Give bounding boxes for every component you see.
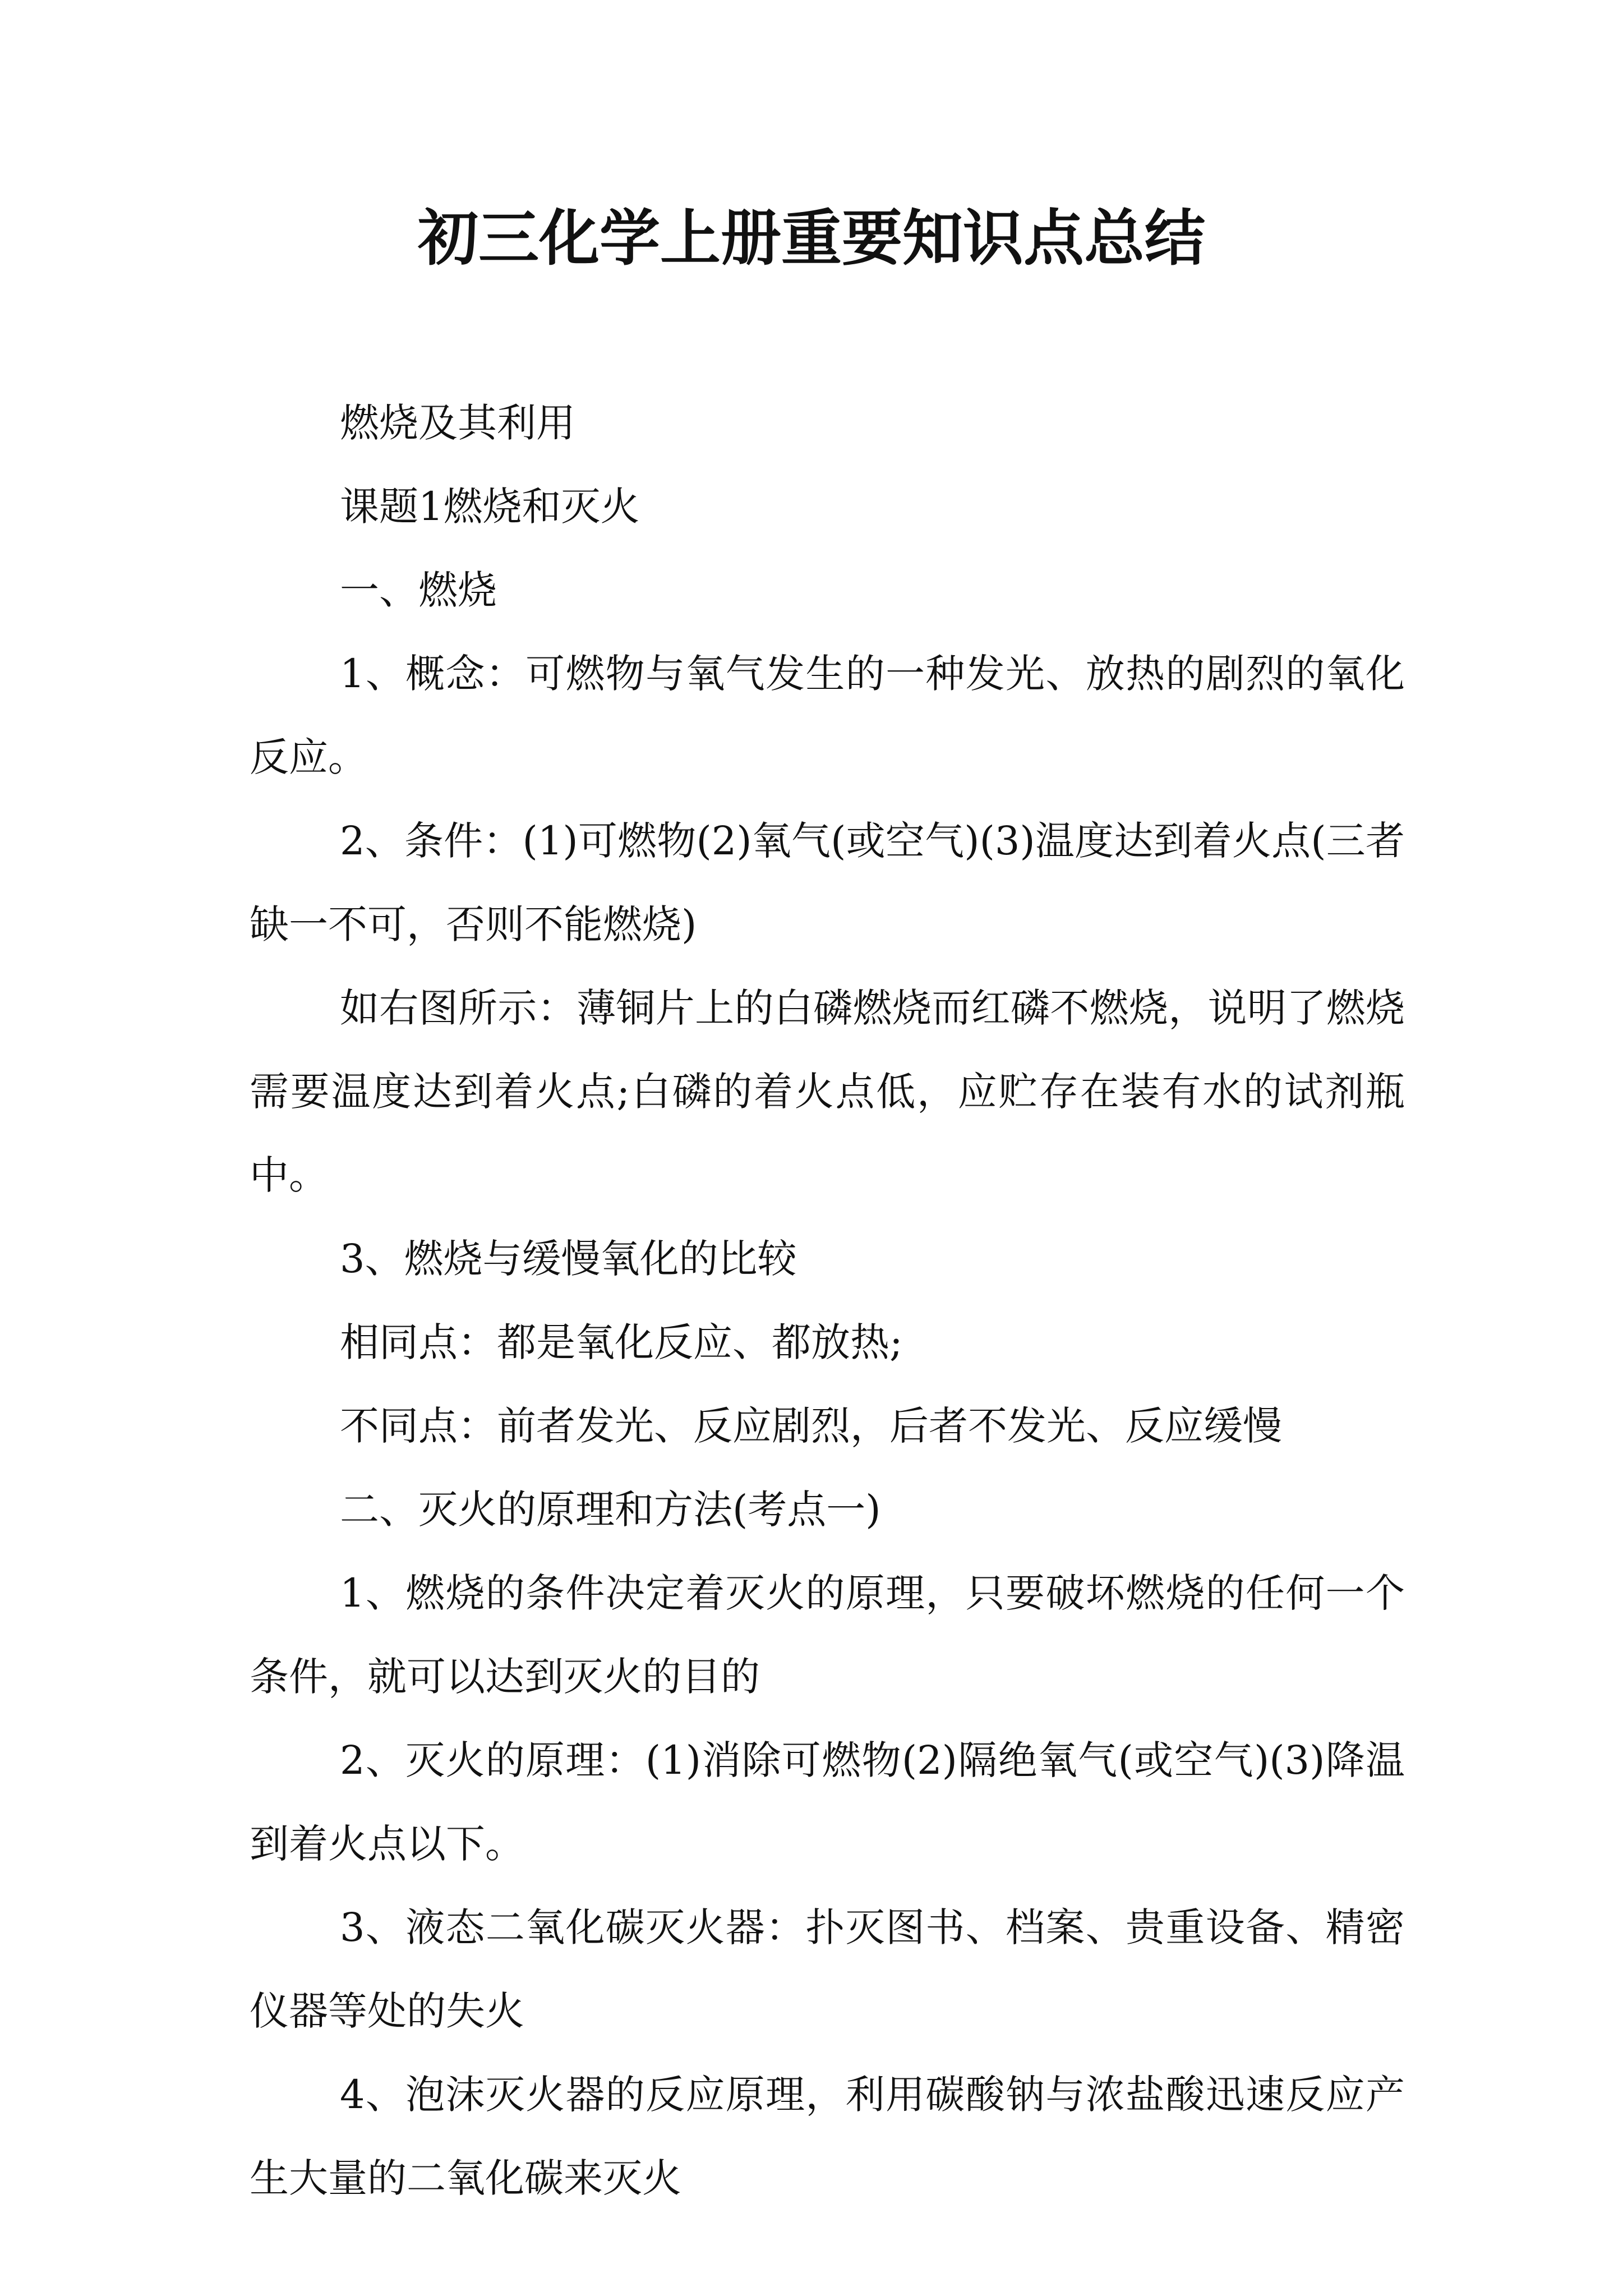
section-heading: 燃烧及其利用 [340,400,575,446]
paragraph: 3、燃烧与缓慢氧化的比较 [340,1236,797,1282]
paragraph: 3、液态二氧化碳灭火器：扑灭图书、档案、贵重设备、精密仪器等处的失火 [250,1904,1405,2034]
lesson-heading: 课题1燃烧和灭火 [340,484,640,530]
paragraph: 2、灭火的原理：(1)消除可燃物(2)隔绝氧气(或空气)(3)降温到着火点以下。 [250,1737,1405,1867]
paragraph: 4、泡沫灭火器的反应原理，利用碳酸钠与浓盐酸迅速反应产生大量的二氧化碳来灭火 [250,2072,1405,2201]
paragraph: 1、燃烧的条件决定着灭火的原理，只要破坏燃烧的任何一个条件，就可以达到灭火的目的 [250,1570,1405,1700]
paragraph: 2、条件：(1)可燃物(2)氧气(或空气)(3)温度达到着火点(三者缺一不可，否则不能燃烧) [250,818,1405,947]
document-title: 初三化学上册重要知识点总结 [417,203,1205,274]
paragraph: 不同点：前者发光、反应剧烈，后者不发光、反应缓慢 [340,1403,1282,1449]
paragraph: 1、概念：可燃物与氧气发生的一种发光、放热的剧烈的氧化反应。 [250,651,1405,780]
document-body [250,381,1405,2220]
subsection-heading: 二、灭火的原理和方法(考点一) [340,1487,881,1533]
paragraph: 相同点：都是氧化反应、都放热; [340,1319,903,1365]
paragraph: 如右图所示：薄铜片上的白磷燃烧而红磷不燃烧，说明了燃烧需要温度达到着火点;白磷的着火点低，应贮存在装有水的试剂瓶中。 [250,985,1405,1198]
subsection-heading: 一、燃烧 [340,567,497,613]
